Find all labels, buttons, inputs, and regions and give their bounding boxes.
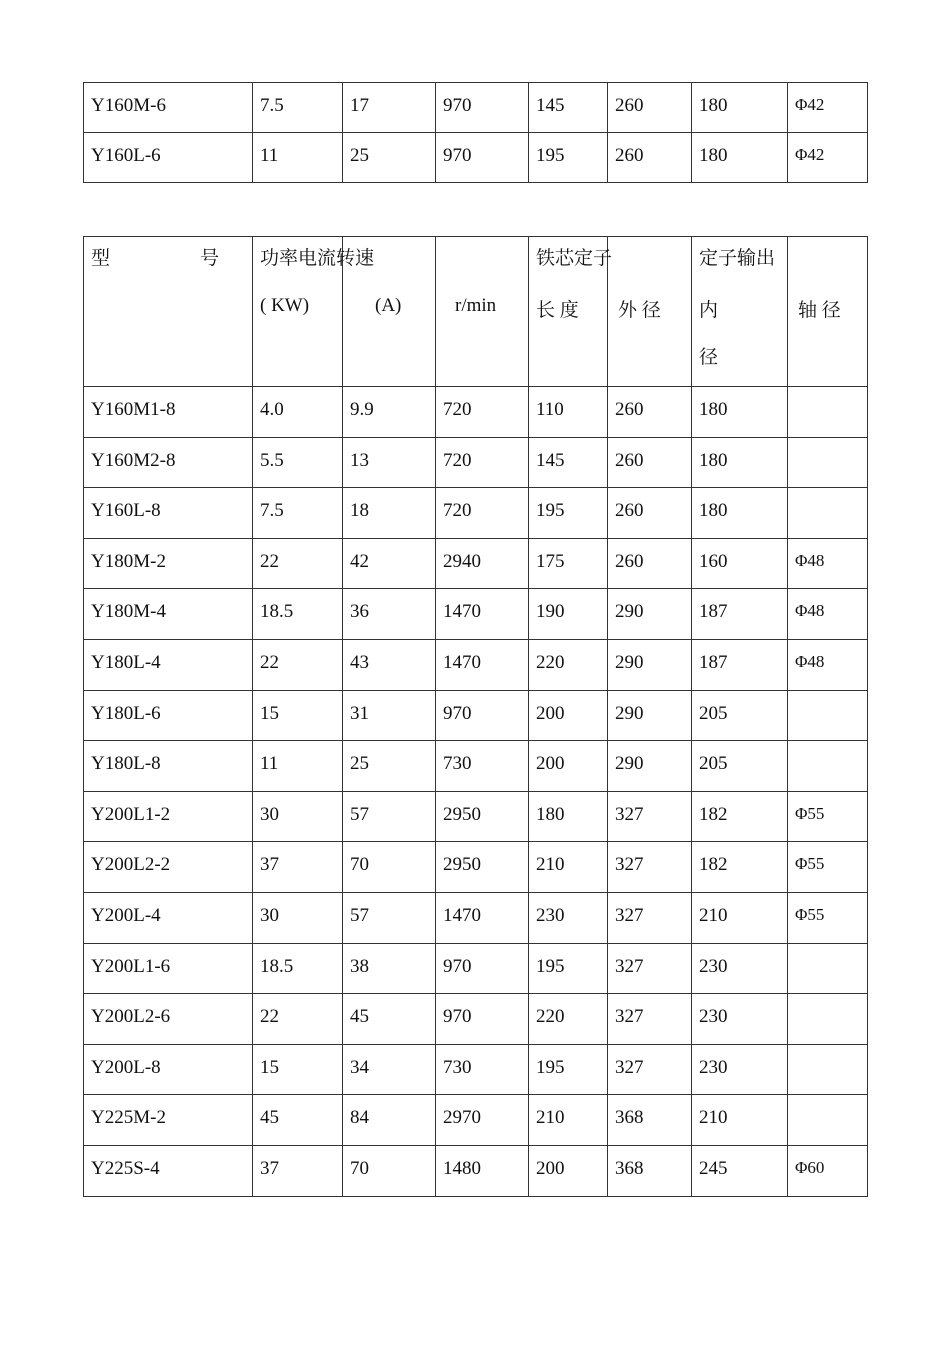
table-row [84, 1095, 868, 1146]
cell-core-length: 200 [529, 741, 608, 792]
table-row [84, 538, 868, 589]
cell-outer-diameter: 327 [608, 994, 692, 1045]
cell-power-kw: 11 [253, 133, 343, 183]
cell-inner-diameter: 160 [692, 538, 788, 589]
cell-core-length: 200 [529, 1145, 608, 1196]
cell-inner-diameter: 205 [692, 741, 788, 792]
cell-power-kw: 7.5 [253, 488, 343, 539]
header-core-stator: 铁芯定子 [536, 248, 613, 269]
cell-current-a: 31 [343, 690, 436, 741]
cell-model: Y225S-4 [84, 1145, 253, 1196]
header-inner-dia-b: 径 [699, 347, 719, 368]
cell-core-length: 210 [529, 1095, 608, 1146]
cell-speed-rpm: 970 [436, 994, 529, 1045]
cell-current-a: 36 [343, 589, 436, 640]
header-stator-output: 定子输出 [699, 248, 776, 269]
cell-shaft-diameter [788, 943, 868, 994]
cell-power-kw: 18.5 [253, 589, 343, 640]
header-model-b: 号 [200, 248, 220, 269]
cell-shaft-diameter: Φ60 [788, 1145, 868, 1196]
cell-current-a: 57 [343, 791, 436, 842]
table-row [84, 994, 868, 1045]
cell-model: Y200L-4 [84, 892, 253, 943]
cell-outer-diameter: 368 [608, 1095, 692, 1146]
cell-inner-diameter: 180 [692, 488, 788, 539]
cell-shaft-diameter: Φ42 [788, 133, 868, 183]
header-speed [436, 237, 529, 387]
table-body [84, 83, 868, 183]
cell-outer-diameter: 290 [608, 690, 692, 741]
cell-shaft-diameter: Φ42 [788, 83, 868, 133]
header-row [84, 237, 868, 387]
cell-inner-diameter: 205 [692, 690, 788, 741]
cell-shaft-diameter [788, 437, 868, 488]
table-row [84, 1044, 868, 1095]
cell-power-kw: 4.0 [253, 387, 343, 438]
header-model-a: 型 [91, 248, 111, 269]
cell-inner-diameter: 180 [692, 437, 788, 488]
cell-speed-rpm: 1470 [436, 892, 529, 943]
cell-power-kw: 22 [253, 639, 343, 690]
header-length-label: 长 度 [536, 300, 579, 321]
cell-inner-diameter: 210 [692, 892, 788, 943]
table-body [84, 237, 868, 1197]
cell-model: Y200L2-6 [84, 994, 253, 1045]
cell-current-a: 34 [343, 1044, 436, 1095]
cell-model: Y200L1-6 [84, 943, 253, 994]
cell-shaft-diameter: Φ55 [788, 791, 868, 842]
cell-outer-diameter: 260 [608, 387, 692, 438]
cell-core-length: 210 [529, 842, 608, 893]
table-row [84, 842, 868, 893]
cell-shaft-diameter [788, 488, 868, 539]
cell-speed-rpm: 2940 [436, 538, 529, 589]
table-row [84, 387, 868, 438]
header-length [529, 237, 613, 387]
cell-inner-diameter: 230 [692, 1044, 788, 1095]
cell-inner-diameter: 187 [692, 639, 788, 690]
cell-inner-diameter: 180 [692, 387, 788, 438]
cell-power-kw: 15 [253, 690, 343, 741]
table-row [84, 639, 868, 690]
cell-core-length: 220 [529, 994, 608, 1045]
cell-model: Y200L-8 [84, 1044, 253, 1095]
cell-core-length: 195 [529, 133, 608, 183]
header-model [84, 237, 253, 387]
cell-core-length: 195 [529, 488, 608, 539]
cell-shaft-diameter: Φ48 [788, 589, 868, 640]
table-row [84, 892, 868, 943]
cell-outer-diameter: 327 [608, 791, 692, 842]
cell-current-a: 9.9 [343, 387, 436, 438]
cell-current-a: 57 [343, 892, 436, 943]
table-row [84, 589, 868, 640]
cell-model: Y225M-2 [84, 1095, 253, 1146]
cell-shaft-diameter: Φ55 [788, 892, 868, 943]
motor-spec-table [83, 236, 868, 1197]
cell-speed-rpm: 970 [436, 943, 529, 994]
cell-model: Y200L2-2 [84, 842, 253, 893]
cell-power-kw: 7.5 [253, 83, 343, 133]
cell-current-a: 13 [343, 437, 436, 488]
cell-inner-diameter: 245 [692, 1145, 788, 1196]
cell-power-kw: 37 [253, 1145, 343, 1196]
cell-power-kw: 30 [253, 892, 343, 943]
cell-core-length: 195 [529, 1044, 608, 1095]
cell-speed-rpm: 970 [436, 83, 529, 133]
cell-core-length: 220 [529, 639, 608, 690]
cell-current-a: 42 [343, 538, 436, 589]
cell-core-length: 230 [529, 892, 608, 943]
cell-outer-diameter: 327 [608, 842, 692, 893]
cell-outer-diameter: 260 [608, 83, 692, 133]
cell-current-a: 84 [343, 1095, 436, 1146]
table-row [84, 488, 868, 539]
cell-outer-diameter: 327 [608, 1044, 692, 1095]
cell-current-a: 25 [343, 133, 436, 183]
cell-current-a: 38 [343, 943, 436, 994]
cell-speed-rpm: 2950 [436, 842, 529, 893]
cell-speed-rpm: 730 [436, 1044, 529, 1095]
cell-current-a: 17 [343, 83, 436, 133]
cell-inner-diameter: 180 [692, 133, 788, 183]
header-current-unit: (A) [375, 295, 402, 316]
cell-shaft-diameter [788, 1095, 868, 1146]
cell-shaft-diameter [788, 994, 868, 1045]
table-row [84, 437, 868, 488]
cell-current-a: 43 [343, 639, 436, 690]
table-row [84, 791, 868, 842]
cell-power-kw: 22 [253, 538, 343, 589]
cell-inner-diameter: 210 [692, 1095, 788, 1146]
cell-model: Y180L-4 [84, 639, 253, 690]
cell-shaft-diameter: Φ55 [788, 842, 868, 893]
cell-speed-rpm: 970 [436, 690, 529, 741]
cell-outer-diameter: 290 [608, 639, 692, 690]
header-power [253, 237, 375, 387]
cell-model: Y160M-6 [84, 83, 253, 133]
cell-speed-rpm: 1480 [436, 1145, 529, 1196]
cell-shaft-diameter [788, 690, 868, 741]
cell-inner-diameter: 182 [692, 842, 788, 893]
header-outer-dia-label: 外 径 [618, 300, 661, 321]
header-power-unit: ( KW) [260, 295, 310, 316]
cell-inner-diameter: 230 [692, 943, 788, 994]
cell-core-length: 145 [529, 437, 608, 488]
cell-current-a: 25 [343, 741, 436, 792]
header-shaft-diameter [788, 237, 868, 387]
cell-speed-rpm: 720 [436, 387, 529, 438]
cell-outer-diameter: 327 [608, 943, 692, 994]
cell-outer-diameter: 368 [608, 1145, 692, 1196]
cell-shaft-diameter [788, 741, 868, 792]
cell-speed-rpm: 2970 [436, 1095, 529, 1146]
cell-power-kw: 37 [253, 842, 343, 893]
cell-current-a: 70 [343, 1145, 436, 1196]
cell-speed-rpm: 970 [436, 133, 529, 183]
cell-inner-diameter: 187 [692, 589, 788, 640]
header-shaft-dia-label: 轴 径 [798, 300, 841, 321]
cell-core-length: 175 [529, 538, 608, 589]
cell-model: Y160L-6 [84, 133, 253, 183]
cell-core-length: 195 [529, 943, 608, 994]
cell-core-length: 190 [529, 589, 608, 640]
header-inner-dia-a: 内 [699, 300, 719, 321]
cell-model: Y160M2-8 [84, 437, 253, 488]
table-row [84, 1145, 868, 1196]
cell-outer-diameter: 260 [608, 437, 692, 488]
cell-core-length: 200 [529, 690, 608, 741]
header-inner-diameter [692, 237, 788, 387]
cell-model: Y160M1-8 [84, 387, 253, 438]
cell-power-kw: 22 [253, 994, 343, 1045]
cell-shaft-diameter: Φ48 [788, 538, 868, 589]
cell-shaft-diameter [788, 387, 868, 438]
header-current [343, 237, 436, 387]
cell-outer-diameter: 260 [608, 488, 692, 539]
cell-speed-rpm: 730 [436, 741, 529, 792]
cell-current-a: 18 [343, 488, 436, 539]
cell-inner-diameter: 182 [692, 791, 788, 842]
cell-speed-rpm: 1470 [436, 589, 529, 640]
cell-model: Y180L-8 [84, 741, 253, 792]
header-power-current-speed: 功率电流转速 [260, 248, 375, 269]
cell-shaft-diameter: Φ48 [788, 639, 868, 690]
table-row [84, 83, 868, 133]
cell-inner-diameter: 230 [692, 994, 788, 1045]
cell-outer-diameter: 290 [608, 741, 692, 792]
cell-model: Y160L-8 [84, 488, 253, 539]
cell-model: Y200L1-2 [84, 791, 253, 842]
cell-core-length: 110 [529, 387, 608, 438]
cell-current-a: 70 [343, 842, 436, 893]
cell-model: Y180M-2 [84, 538, 253, 589]
cell-power-kw: 15 [253, 1044, 343, 1095]
cell-outer-diameter: 327 [608, 892, 692, 943]
table-row [84, 943, 868, 994]
cell-model: Y180M-4 [84, 589, 253, 640]
cell-current-a: 45 [343, 994, 436, 1045]
cell-power-kw: 5.5 [253, 437, 343, 488]
cell-power-kw: 45 [253, 1095, 343, 1146]
cell-speed-rpm: 720 [436, 488, 529, 539]
cell-speed-rpm: 720 [436, 437, 529, 488]
cell-model: Y180L-6 [84, 690, 253, 741]
motor-spec-table-continued [83, 82, 868, 183]
cell-speed-rpm: 1470 [436, 639, 529, 690]
cell-core-length: 180 [529, 791, 608, 842]
header-speed-unit: r/min [455, 295, 497, 316]
cell-core-length: 145 [529, 83, 608, 133]
table-row [84, 741, 868, 792]
table-row [84, 690, 868, 741]
cell-outer-diameter: 260 [608, 133, 692, 183]
header-outer-diameter [608, 237, 692, 387]
cell-power-kw: 30 [253, 791, 343, 842]
cell-shaft-diameter [788, 1044, 868, 1095]
cell-power-kw: 18.5 [253, 943, 343, 994]
cell-outer-diameter: 260 [608, 538, 692, 589]
cell-outer-diameter: 290 [608, 589, 692, 640]
cell-speed-rpm: 2950 [436, 791, 529, 842]
cell-power-kw: 11 [253, 741, 343, 792]
cell-inner-diameter: 180 [692, 83, 788, 133]
table-row [84, 133, 868, 183]
